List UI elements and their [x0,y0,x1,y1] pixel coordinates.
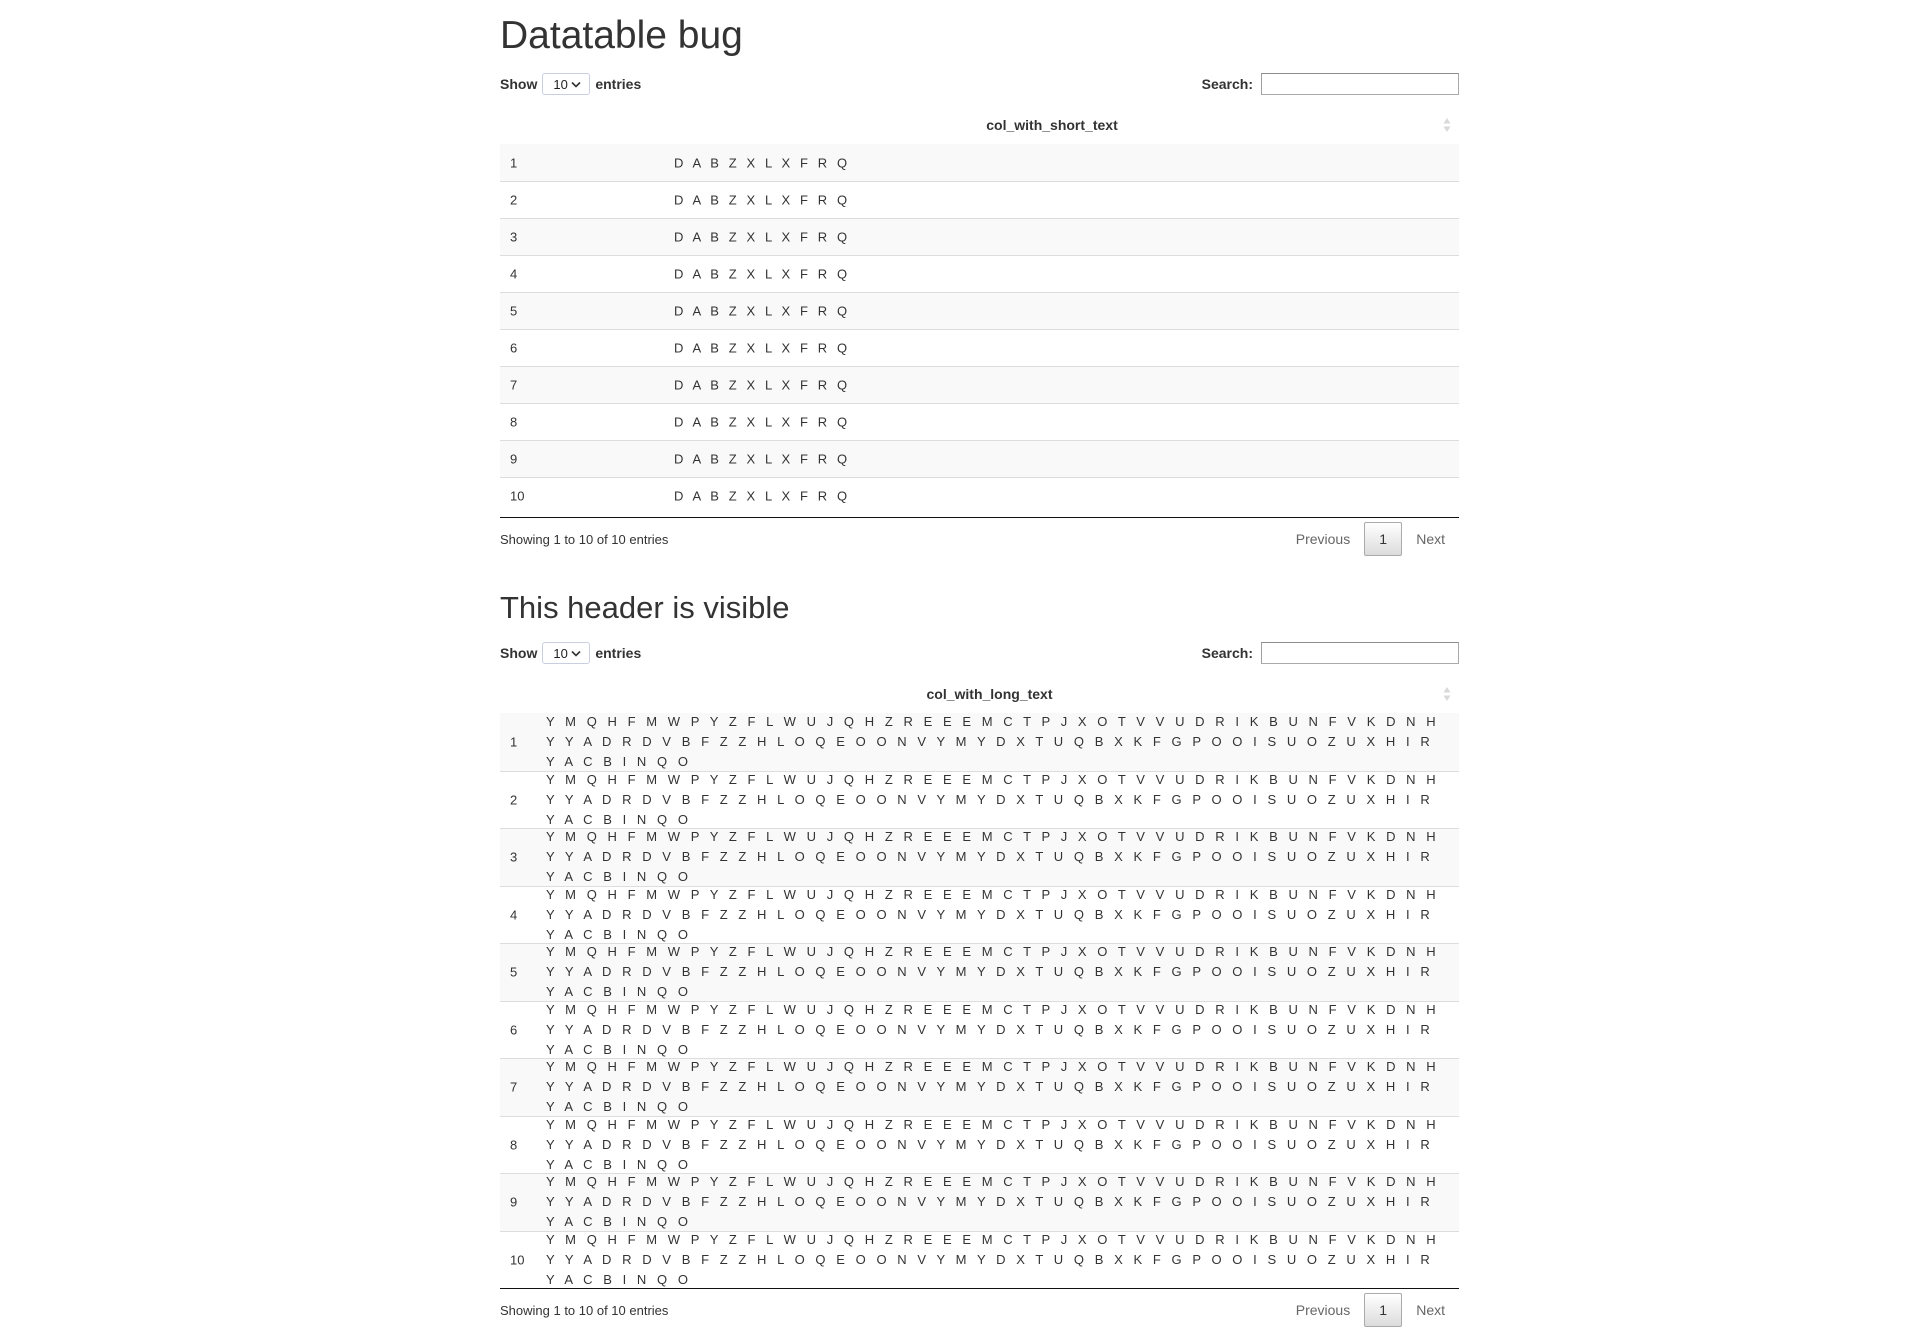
table1-entries-select[interactable] [542,73,590,95]
cell-long-text: Y M Q H F M W P Y Z F L W U J Q H Z R E E E M C T P J X O T V V U D R I K B U N F V K D N H Y Y A D R D V B F Z Z H L O Q E O O N V Y M Y D X T U Q B X K F G P O O I S U O Z U X H I R Y A C B I N Q O [546,1116,1440,1172]
table-row [500,713,1459,771]
row-index: 8 [510,414,518,430]
table1-body [500,144,1459,514]
table-row [500,218,1459,255]
table2-entries-select[interactable] [542,642,590,664]
table-row [500,403,1459,440]
table-row [500,886,1459,944]
row-index: 1 [510,734,518,750]
cell-short-text: D A B Z X L X F R Q [674,229,851,245]
sort-both-icon[interactable] [1443,117,1451,133]
previous-button[interactable]: Previous [1295,1302,1351,1318]
column-header-label: col_with_long_text [926,686,1053,702]
row-index: 2 [510,192,518,208]
table2-controls [500,640,1459,666]
table2-bottom-border [500,1288,1459,1289]
table-row [500,477,1459,514]
table1-search-input[interactable] [1261,73,1459,95]
table-row [500,828,1459,886]
cell-short-text: D A B Z X L X F R Q [674,377,851,393]
table-row [500,144,1459,181]
row-index: 1 [510,155,518,170]
cell-long-text: Y M Q H F M W P Y Z F L W U J Q H Z R E E E M C T P J X O T V V U D R I K B U N F V K D N H Y Y A D R D V B F Z Z H L O Q E O O N V Y M Y D X T U Q B X K F G P O O I S U O Z U X H I R Y A C B I N Q O [546,771,1440,827]
table-row [500,255,1459,292]
table-row [500,1173,1459,1231]
show-label: Show [500,76,538,92]
cell-short-text: D A B Z X L X F R Q [674,303,851,319]
column-header-col-with-short-text[interactable] [500,106,1459,144]
table2-info: Showing 1 to 10 of 10 entries [500,1302,669,1318]
table1-bottom-border [500,517,1459,518]
table-row [500,771,1459,829]
row-index: 5 [510,964,518,980]
table-row [500,329,1459,366]
row-index: 6 [510,340,518,356]
table1-footer [500,521,1459,557]
table1-length-control [500,71,641,97]
entries-select-value: 10 [553,645,568,661]
cell-short-text: D A B Z X L X F R Q [674,266,851,282]
column-header-label: col_with_short_text [986,117,1118,133]
page-1-button[interactable]: 1 [1364,522,1402,556]
row-index: 6 [510,1022,518,1038]
cell-short-text: D A B Z X L X F R Q [674,192,851,208]
table2-header-row [500,675,1459,714]
chevron-down-icon [571,81,581,88]
sort-both-icon[interactable] [1443,686,1451,702]
row-index: 7 [510,1079,518,1095]
table1-search [1202,71,1459,97]
row-index: 4 [510,907,518,923]
table2-length-control [500,640,641,666]
table2-search [1202,640,1459,666]
table1-controls [500,71,1459,97]
cell-short-text: D A B Z X L X F R Q [674,488,851,504]
cell-short-text: D A B Z X L X F R Q [674,340,851,356]
row-index: 3 [510,849,518,865]
cell-long-text: Y M Q H F M W P Y Z F L W U J Q H Z R E E E M C T P J X O T V V U D R I K B U N F V K D N H Y Y A D R D V B F Z Z H L O Q E O O N V Y M Y D X T U Q B X K F G P O O I S U O Z U X H I R Y A C B I N Q O [546,944,1440,1000]
cell-long-text: Y M Q H F M W P Y Z F L W U J Q H Z R E E E M C T P J X O T V V U D R I K B U N F V K D N H Y Y A D R D V B F Z Z H L O Q E O O N V Y M Y D X T U Q B X K F G P O O I S U O Z U X H I R Y A C B I N Q O [546,1059,1440,1115]
cell-long-text: Y M Q H F M W P Y Z F L W U J Q H Z R E E E M C T P J X O T V V U D R I K B U N F V K D N H Y Y A D R D V B F Z Z H L O Q E O O N V Y M Y D X T U Q B X K F G P O O I S U O Z U X H I R Y A C B I N Q O [546,829,1440,885]
table1-title: Datatable bug [500,14,743,57]
row-index: 3 [510,229,518,245]
table-row [500,366,1459,403]
previous-button[interactable]: Previous [1295,531,1351,547]
table-row [500,943,1459,1001]
cell-long-text: Y M Q H F M W P Y Z F L W U J Q H Z R E E E M C T P J X O T V V U D R I K B U N F V K D N H Y Y A D R D V B F Z Z H L O Q E O O N V Y M Y D X T U Q B X K F G P O O I S U O Z U X H I R Y A C B I N Q O [546,886,1440,942]
next-button[interactable]: Next [1416,1302,1445,1318]
page-1-button[interactable]: 1 [1364,1293,1402,1327]
search-label: Search: [1201,76,1253,92]
table2-search-input[interactable] [1261,642,1459,664]
table2-pagination [1282,1292,1459,1328]
entries-label: entries [595,76,642,92]
next-button[interactable]: Next [1416,531,1445,547]
row-index: 9 [510,1194,518,1210]
row-index: 2 [510,792,518,808]
table-row [500,1001,1459,1059]
cell-long-text: Y M Q H F M W P Y Z F L W U J Q H Z R E E E M C T P J X O T V V U D R I K B U N F V K D N H Y Y A D R D V B F Z Z H L O Q E O O N V Y M Y D X T U Q B X K F G P O O I S U O Z U X H I R Y A C B I N Q O [546,1174,1440,1230]
row-index: 4 [510,266,518,282]
table1-pagination [1282,521,1459,557]
cell-long-text: Y M Q H F M W P Y Z F L W U J Q H Z R E E E M C T P J X O T V V U D R I K B U N F V K D N H Y Y A D R D V B F Z Z H L O Q E O O N V Y M Y D X T U Q B X K F G P O O I S U O Z U X H I R Y A C B I N Q O [546,713,1440,769]
row-index: 5 [510,303,518,319]
table-row [500,1058,1459,1116]
table2-footer [500,1292,1459,1328]
cell-short-text: D A B Z X L X F R Q [674,414,851,430]
cell-long-text: Y M Q H F M W P Y Z F L W U J Q H Z R E E E M C T P J X O T V V U D R I K B U N F V K D N H Y Y A D R D V B F Z Z H L O Q E O O N V Y M Y D X T U Q B X K F G P O O I S U O Z U X H I R Y A C B I N Q O [546,1001,1440,1057]
column-header-col-with-long-text[interactable] [500,675,1459,713]
table2-body [500,713,1459,1288]
table-row [500,1116,1459,1174]
table-row [500,1231,1459,1289]
show-label: Show [500,645,538,661]
chevron-down-icon [571,650,581,657]
entries-select-value: 10 [553,76,568,92]
table-row [500,292,1459,329]
search-label: Search: [1201,645,1253,661]
row-index: 7 [510,377,518,393]
row-index: 8 [510,1137,518,1153]
row-index: 10 [510,488,525,504]
row-index: 10 [510,1252,525,1268]
entries-label: entries [595,645,642,661]
cell-short-text: D A B Z X L X F R Q [674,155,851,170]
table-row [500,181,1459,218]
table1-header-row [500,106,1459,145]
table-row [500,440,1459,477]
cell-long-text: Y M Q H F M W P Y Z F L W U J Q H Z R E E E M C T P J X O T V V U D R I K B U N F V K D N H Y Y A D R D V B F Z Z H L O Q E O O N V Y M Y D X T U Q B X K F G P O O I S U O Z U X H I R Y A C B I N Q O [546,1231,1440,1287]
table1-info: Showing 1 to 10 of 10 entries [500,531,669,547]
cell-short-text: D A B Z X L X F R Q [674,451,851,467]
row-index: 9 [510,451,518,467]
table2-title: This header is visible [500,590,790,625]
